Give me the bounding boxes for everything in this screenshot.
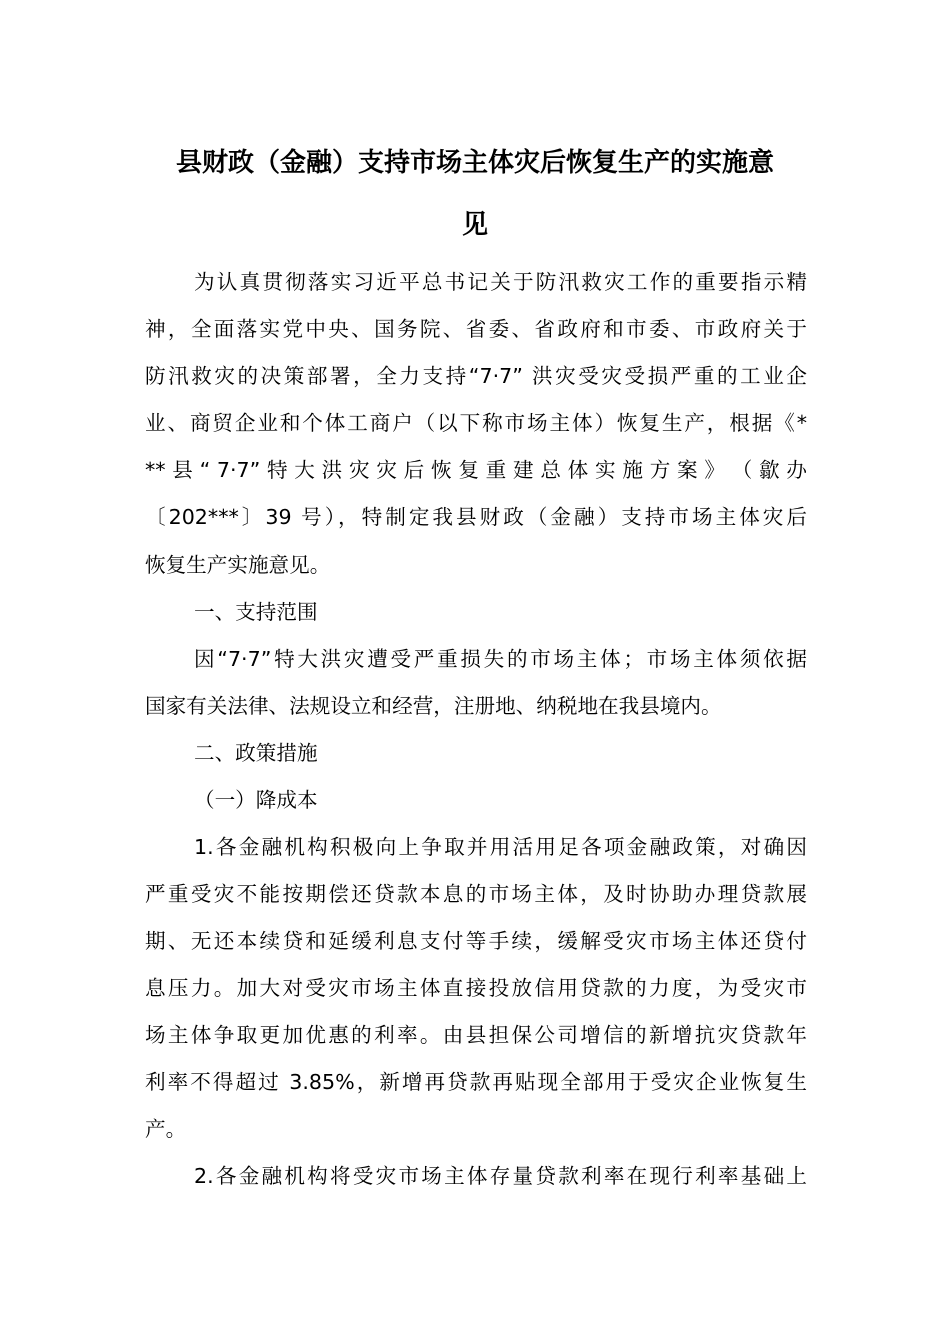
intro-line-6: 〔202***〕39 号），特制定我县财政（金融）支持市场主体灾后: [145, 505, 807, 529]
subsection-heading-reduce-cost: （一）降成本: [194, 788, 318, 812]
item2-line-1: 2.各金融机构将受灾市场主体存量贷款利率在现行利率基础上: [194, 1164, 807, 1188]
intro-line-1: 为认真贯彻落实习近平总书记关于防汛救灾工作的重要指示精: [194, 270, 807, 294]
intro-line-7: 恢复生产实施意见。: [145, 553, 331, 577]
intro-line-4: 业、商贸企业和个体工商户（以下称市场主体）恢复生产，根据《*: [145, 411, 807, 435]
intro-line-2: 神，全面落实党中央、国务院、省委、省政府和市委、市政府关于: [145, 317, 807, 341]
item1-line-4: 息压力。加大对受灾市场主体直接投放信用贷款的力度，为受灾市: [145, 976, 807, 1000]
document-title-line-2: 见: [461, 210, 488, 240]
section-heading-measures: 二、政策措施: [194, 741, 318, 765]
item1-line-6: 利率不得超过 3.85%，新增再贷款再贴现全部用于受灾企业恢复生: [145, 1070, 807, 1094]
intro-line-5: ** 县 “ 7·7” 特 大 洪 灾 灾 后 恢 复 重 建 总 体 实 施 方 案 》 （ 歙 办: [145, 458, 807, 482]
item1-line-7: 产。: [145, 1117, 187, 1141]
item1-line-3: 期、无还本续贷和延缓利息支付等手续，缓解受灾市场主体还贷付: [145, 929, 807, 953]
intro-line-3: 防汛救灾的决策部署，全力支持“7·7” 洪灾受灾受损严重的工业企: [145, 364, 807, 388]
item1-line-1: 1.各金融机构积极向上争取并用活用足各项金融政策，对确因: [194, 835, 807, 859]
document-title-line-1: 县财政（金融）支持市场主体灾后恢复生产的实施意: [175, 148, 774, 178]
item1-line-2: 严重受灾不能按期偿还贷款本息的市场主体，及时协助办理贷款展: [145, 882, 807, 906]
section-heading-scope: 一、支持范围: [194, 600, 318, 624]
section1-line-1: 因“7·7”特大洪灾遭受严重损失的市场主体；市场主体须依据: [194, 647, 807, 671]
item1-line-5: 场主体争取更加优惠的利率。由县担保公司增信的新增抗灾贷款年: [145, 1023, 807, 1047]
section1-line-2: 国家有关法律、法规设立和经营，注册地、纳税地在我县境内。: [145, 694, 722, 718]
